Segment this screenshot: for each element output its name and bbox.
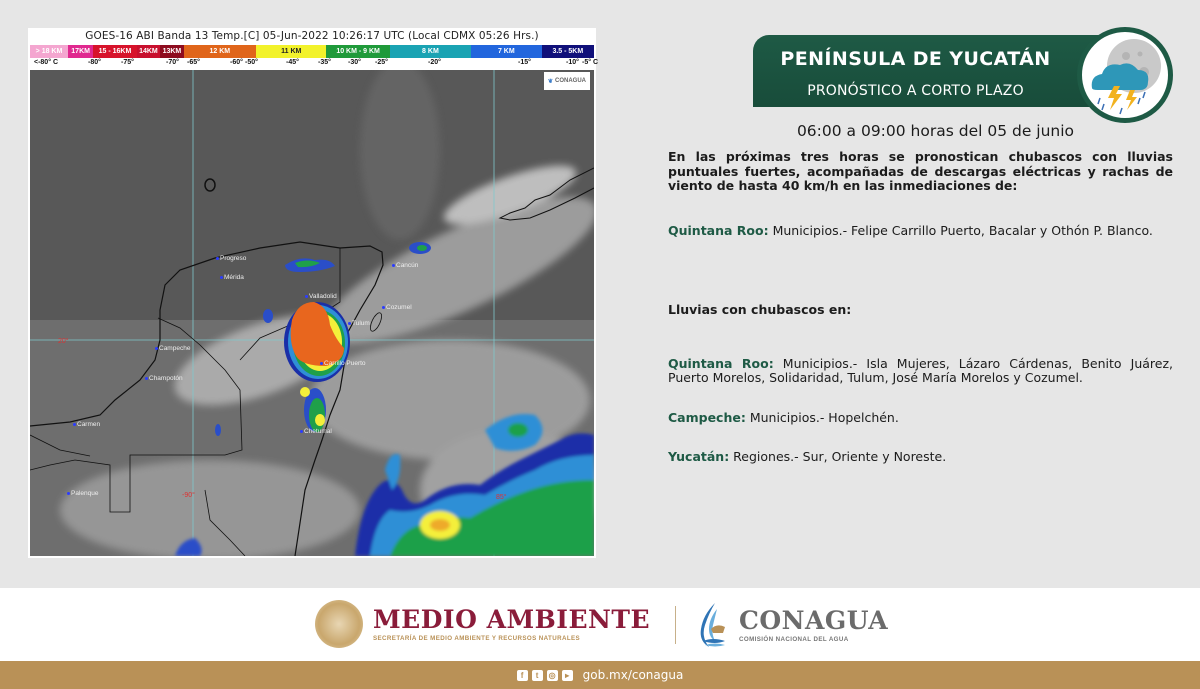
temperature-tick: -45° bbox=[286, 59, 299, 66]
region-title: PENÍNSULA DE YUCATÁN bbox=[780, 48, 1051, 70]
city-name: Cozumel bbox=[386, 304, 412, 311]
facebook-icon[interactable]: f bbox=[517, 670, 528, 681]
temperature-tick: -65° bbox=[187, 59, 200, 66]
temperature-tick: <-80° C bbox=[34, 59, 59, 66]
city-name: Tulum bbox=[352, 320, 370, 327]
conagua-title: CONAGUA bbox=[739, 605, 889, 635]
city-marker-icon bbox=[305, 295, 308, 298]
satellite-imagery bbox=[30, 70, 594, 556]
city-name: Champotón bbox=[149, 375, 183, 382]
scale-segment: 3.5 - 5KM bbox=[542, 45, 594, 58]
city-marker-icon bbox=[382, 306, 385, 309]
region-name: Campeche: bbox=[668, 409, 746, 425]
city-label bbox=[67, 490, 98, 497]
temperature-tick: -70° bbox=[166, 59, 179, 66]
shower-entry bbox=[668, 411, 1173, 425]
city-marker-icon bbox=[220, 276, 223, 279]
scale-segment: 14KM bbox=[137, 45, 161, 58]
region-header bbox=[753, 35, 1103, 107]
satellite-image-panel bbox=[28, 28, 599, 558]
city-name: Carrillo Puerto bbox=[324, 360, 366, 367]
city-label bbox=[348, 320, 370, 327]
shower-entry bbox=[668, 450, 1173, 464]
temperature-tick: -10° bbox=[566, 59, 579, 66]
forecast-time-range: 06:00 a 09:00 horas del 05 de junio bbox=[796, 122, 1075, 140]
national-seal-icon bbox=[315, 600, 363, 648]
city-marker-icon bbox=[300, 430, 303, 433]
temperature-tick: -25° bbox=[375, 59, 388, 66]
logo-divider bbox=[675, 606, 676, 644]
temperature-tick: -80° bbox=[88, 59, 101, 66]
conagua-logo bbox=[695, 601, 888, 649]
scale-segment: 17KM bbox=[68, 45, 93, 58]
city-marker-icon bbox=[67, 492, 70, 495]
temperature-tick: -60° bbox=[230, 59, 243, 66]
website-link[interactable]: gob.mx/conagua bbox=[582, 668, 684, 682]
temperature-tick: -5° C bbox=[582, 59, 599, 66]
scale-segment: 12 KM bbox=[184, 45, 256, 58]
city-marker-icon bbox=[392, 264, 395, 267]
coordinate-label: 20° bbox=[58, 338, 69, 345]
city-marker-icon bbox=[348, 322, 351, 325]
city-marker-icon bbox=[320, 362, 323, 365]
forecast-text bbox=[668, 122, 1173, 464]
conagua-emblem-icon bbox=[695, 601, 731, 649]
temperature-tick: -15° bbox=[518, 59, 531, 66]
night-storm-icon bbox=[1077, 27, 1173, 123]
city-label bbox=[73, 421, 100, 428]
strong-rain-entry bbox=[668, 224, 1173, 238]
city-name: Mérida bbox=[224, 274, 244, 281]
scale-segment: 15 - 16KM bbox=[93, 45, 136, 58]
conagua-subtitle: COMISIÓN NACIONAL DEL AGUA bbox=[739, 635, 849, 643]
forecast-intro: En las próximas tres horas se pronostican chubascos con lluvias puntuales fuertes, acompañadas de descargas eléctricas y rachas de viento de hasta 40 km/h en las inmediaciones de: bbox=[668, 149, 1173, 193]
region-name: Yucatán: bbox=[668, 448, 730, 464]
city-marker-icon bbox=[73, 423, 76, 426]
showers-subhead: Lluvias con chubascos en: bbox=[668, 301, 852, 317]
region-detail: Municipios.- Felipe Carrillo Puerto, Bacalar y Othón P. Blanco. bbox=[768, 222, 1153, 238]
city-name: Campeche bbox=[159, 345, 191, 352]
city-label bbox=[216, 255, 246, 262]
social-bar bbox=[0, 661, 1200, 689]
semarnat-subtitle: SECRETARÍA DE MEDIO AMBIENTE Y RECURSOS NATURALES bbox=[373, 634, 581, 642]
scale-segment: 7 KM bbox=[471, 45, 542, 58]
satellite-map bbox=[30, 70, 594, 556]
city-name: Progreso bbox=[220, 255, 247, 262]
scale-segment: > 18 KM bbox=[30, 45, 68, 58]
city-marker-icon bbox=[155, 347, 158, 350]
city-name: Valladolid bbox=[309, 293, 337, 300]
temperature-scale bbox=[30, 59, 599, 70]
scale-segment: 11 KM bbox=[256, 45, 327, 58]
twitter-icon[interactable]: t bbox=[532, 670, 543, 681]
city-name: Palenque bbox=[71, 490, 99, 497]
region-detail: Regiones.- Sur, Oriente y Noreste. bbox=[729, 448, 947, 464]
scale-segment: 10 KM - 9 KM bbox=[326, 45, 389, 58]
city-label bbox=[155, 345, 190, 352]
coordinate-label: -90° bbox=[182, 492, 195, 499]
city-label bbox=[300, 428, 332, 435]
altitude-color-scale bbox=[30, 45, 594, 58]
city-label bbox=[305, 293, 337, 300]
satellite-title: GOES-16 ABI Banda 13 Temp.[C] 05-Jun-2022 10:26:17 UTC (Local CDMX 05:26 Hrs.) bbox=[85, 30, 539, 42]
temperature-tick: -20° bbox=[428, 59, 441, 66]
shower-entry bbox=[668, 357, 1173, 385]
temperature-tick: -50° bbox=[245, 59, 258, 66]
coordinate-label: 85° bbox=[496, 494, 507, 501]
conagua-watermark: ❦ CONAGUA bbox=[544, 72, 590, 90]
temperature-tick: -30° bbox=[348, 59, 361, 66]
conagua-drop-icon: ❦ bbox=[547, 78, 554, 85]
semarnat-title: MEDIO AMBIENTE bbox=[373, 604, 651, 634]
city-marker-icon bbox=[216, 257, 219, 260]
city-label bbox=[145, 375, 183, 382]
city-marker-icon bbox=[145, 377, 148, 380]
city-name: Chetumal bbox=[304, 428, 332, 435]
temperature-tick: -75° bbox=[121, 59, 134, 66]
city-label bbox=[382, 304, 412, 311]
youtube-icon[interactable]: ▸ bbox=[562, 670, 573, 681]
region-detail: Municipios.- Hopelchén. bbox=[745, 409, 899, 425]
city-label bbox=[320, 360, 366, 367]
scale-segment: 8 KM bbox=[390, 45, 471, 58]
city-label bbox=[220, 274, 244, 281]
temperature-tick: -35° bbox=[318, 59, 331, 66]
city-label bbox=[392, 262, 418, 269]
region-detail: Municipios.- Isla Mujeres, Lázaro Cárdenas, Benito Juárez, Puerto Morelos, Solidaridad, Tulum, José María Morelos y Cozumel. bbox=[668, 355, 1173, 385]
instagram-icon[interactable]: ◎ bbox=[547, 670, 558, 681]
semarnat-logo bbox=[315, 600, 650, 648]
region-name: Quintana Roo: bbox=[668, 222, 769, 238]
region-name: Quintana Roo: bbox=[668, 355, 774, 371]
city-name: Carmen bbox=[77, 421, 101, 428]
forecast-type-subtitle: PRONÓSTICO A CORTO PLAZO bbox=[807, 83, 1024, 99]
scale-segment: 13KM bbox=[160, 45, 184, 58]
city-name: Cancún bbox=[396, 262, 419, 269]
